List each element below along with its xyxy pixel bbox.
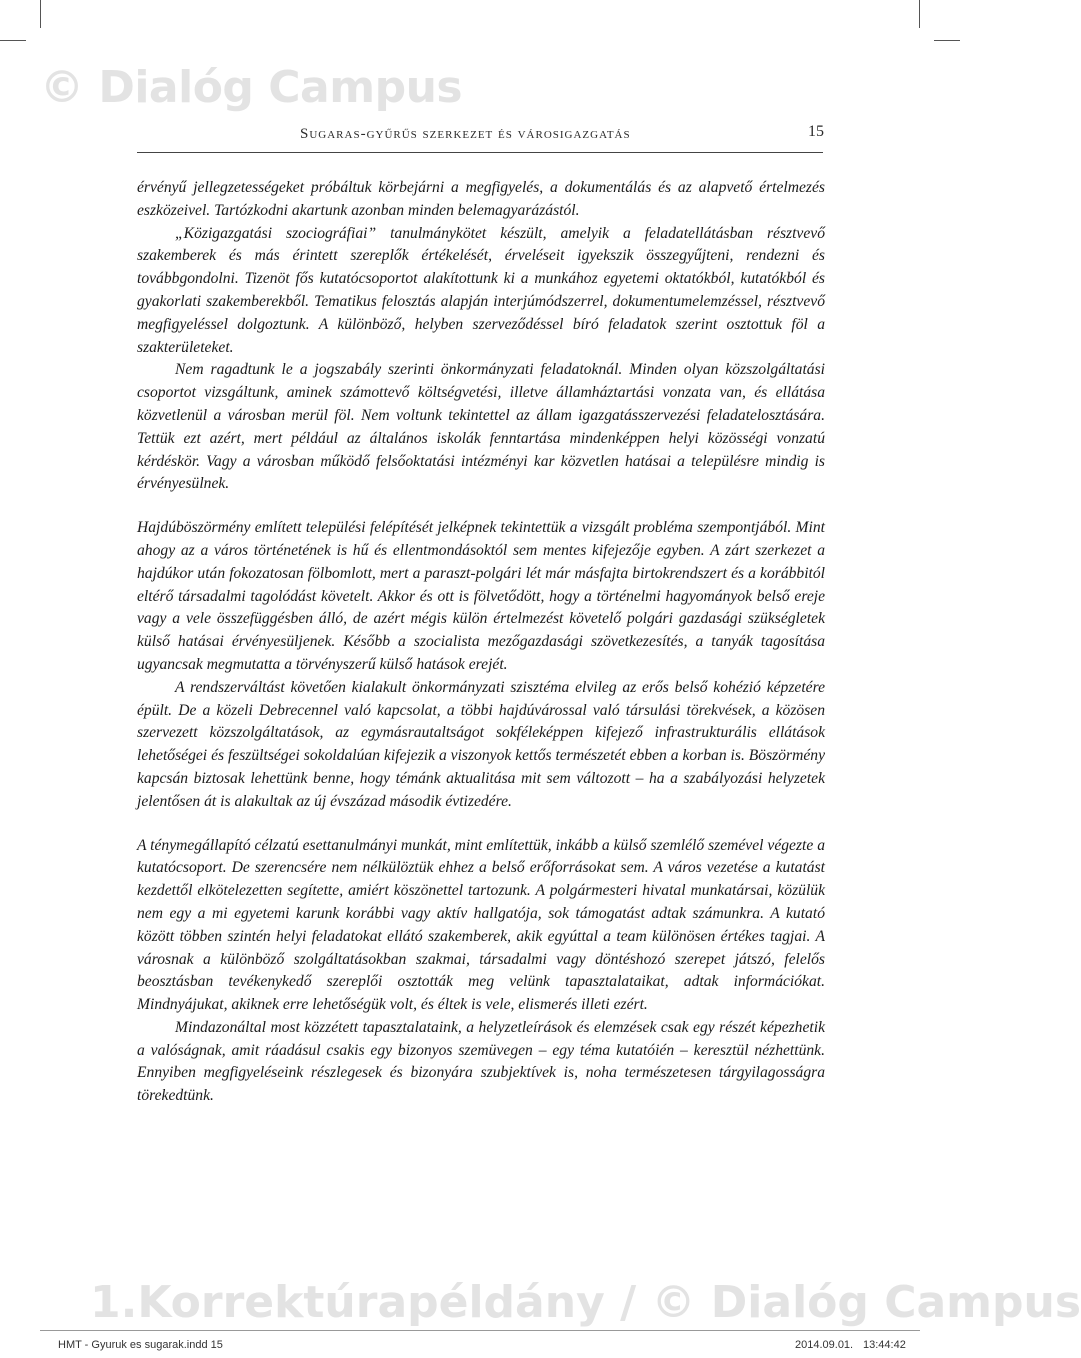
slug-file-name: HMT - Gyuruk es sugarak.indd 15: [58, 1339, 223, 1351]
header-rule: [137, 152, 823, 153]
body-text: [137, 177, 825, 1108]
watermark-bottom: 1.Korrektúrapéldány / © Dialóg Campus: [90, 1277, 1081, 1328]
slug-date: 2014.09.01.: [795, 1339, 854, 1351]
paragraph: A rendszerváltást követően kialakult önkormányzati szisztéma elvileg az erős belső kohézió képzetére épült. De a közeli Debrecennel való kapcsolat, a többi hajdúvárossal való társulási törekvések, a közösen szervezett közszolgáltatások, az egymásrautaltságot sokféleképpen kifejező infrastrukturális ellátások lehetőségei és feszültségei sokoldalúan kifejezik a viszonyok kettős természetét ebben a korban is. Böszörmény kapcsán biztosak lehettünk benne, hogy témánk aktualitása mit sem változott – ha a szabályozási helyzetek jelentősen át is alakultak az új évszázad második évtizedére.: [137, 678, 825, 810]
running-header: [300, 126, 830, 143]
paragraph: érvényű jellegzetességeket próbáltuk körbejárni a megfigyelés, a dokumentálás és az alapvető értelmezés eszközeivel. Tartózkodni akartunk azonban minden belemagyarázástól.: [137, 179, 825, 219]
paragraph: Nem ragadtunk le a jogszabály szerinti önkormányzati feladatoknál. Minden olyan közszolgáltatási csoportot vizsgáltunk, aminek számottevő költségvetési, illetve államháztartási vonzata van, és ellátása közvetlenül a városban merül föl. Nem voltunk tekintettel az állam igazgatásszervezési feladatelosztására. Tettük ezt azért, mert például az általános iskolák fenntartása mindenképpen helyi közösségi vonzatú kérdéskör. Vagy a városban működő felsőoktatási intézményi kar közvetlen hatásai a településre mindig is érvényesülnek.: [137, 361, 825, 493]
crop-mark-top-left: [40, 0, 41, 28]
paragraph: „Közigazgatási szociográfiai” tanulmánykötet készült, amelyik a feladatellátásban résztvevő szakemberek és más érintett szereplők értékelését, érveléseit igyekszik összegyűjteni, rendezni és továbbgondolni. Tizenöt fős kutatócsoportot alakítottunk ki a munkához egyetemi oktatókból, kutatókból és gyakorlati szakemberekből. Tematikus felosztás alapján interjúmódszerrel, dokumentumelemzéssel, résztvevő megfigyeléssel dolgoztunk. A különböző, helyben szerveződéssel bíró feladatok szerint osztottuk föl a szakterületeket.: [137, 224, 825, 356]
slug-time: 13:44:42: [863, 1339, 906, 1351]
watermark-top: © Dialóg Campus: [40, 62, 463, 113]
running-title: Sugaras-gyűrűs szerkezet és városigazgatás: [300, 126, 631, 142]
print-slug: [40, 1330, 920, 1358]
paragraph: A ténymegállapító célzatú esettanulmányi munkát, mint említettük, inkább a külső szemlélő szemével végezte a kutatócsoport. De szerencsére nem nélkülöztük ehhez a belső erőforrásokat sem. A város vezetése a kutatást kezdettől elkötelezetten segítette, amiért köszönettel tartozunk. A polgármesteri hivatal munkatársai, közülük nem egy a mi egyetemi karunk korábbi vagy aktív hallgatója, sok támogatást adtak számunkra. A kutató között többen szintén helyi feladatokat ellátó szakemberek, akik egyúttal a team különösen értékes tagjai. A városnak a különböző szolgáltatásokban szakmai, társadalmi vagy döntéshozó szerepet játszó, felelős beosztásban tevékenykedő szereplői osztották meg velünk tapasztalataikat, adtak információkat. Mindnyájukat, akiknek erre lehetőségük volt, és éltek is vele, elismerés illeti ezért.: [137, 836, 825, 1014]
crop-mark-top-left-h: [0, 40, 26, 41]
crop-mark-top-right-h: [934, 40, 960, 41]
page-number: 15: [808, 123, 824, 140]
paragraph: Mindazonáltal most közzétett tapasztalataink, a helyzetleírások és elemzések csak egy részét képezhetik a valóságnak, amit ráadásul csakis egy bizonyos szemüvegen – egy téma kutatóién – keresztül nézhettünk. Ennyiben megfigyeléseink részlegesek és bizonyára szubjektívek is, noha természetesen tárgyilagosságra törekedtünk.: [137, 1018, 825, 1105]
paragraph: Hajdúböszörmény említett települési felépítését jelképnek tekintettük a vizsgált probléma szempontjából. Mint ahogy az a város történetének is hű és ellentmondásoktól sem mentes kifejezője egyben. A zárt szerkezet a hajdúkor után fokozatosan fölbomlott, mert a paraszt-polgári lét már másfajta birtokrendszert és a korábbitól eltérő társadalmi tagolódást követelt. Akkor és ott is fölvetődött, hogy a történelmi hagyományok belső ereje vagy a vele összefüggésben álló, de azért mégis külön értelmezést követelő polgári gazdasági szükségletek külső hatásai érvényesüljenek. Később a szocialista mezőgazdasági szövetkezesítés, a tanyák tagosítása ugyancsak megmutatta a törvényszerű külső hatások erejét.: [137, 519, 825, 673]
crop-mark-top-right: [919, 0, 920, 28]
